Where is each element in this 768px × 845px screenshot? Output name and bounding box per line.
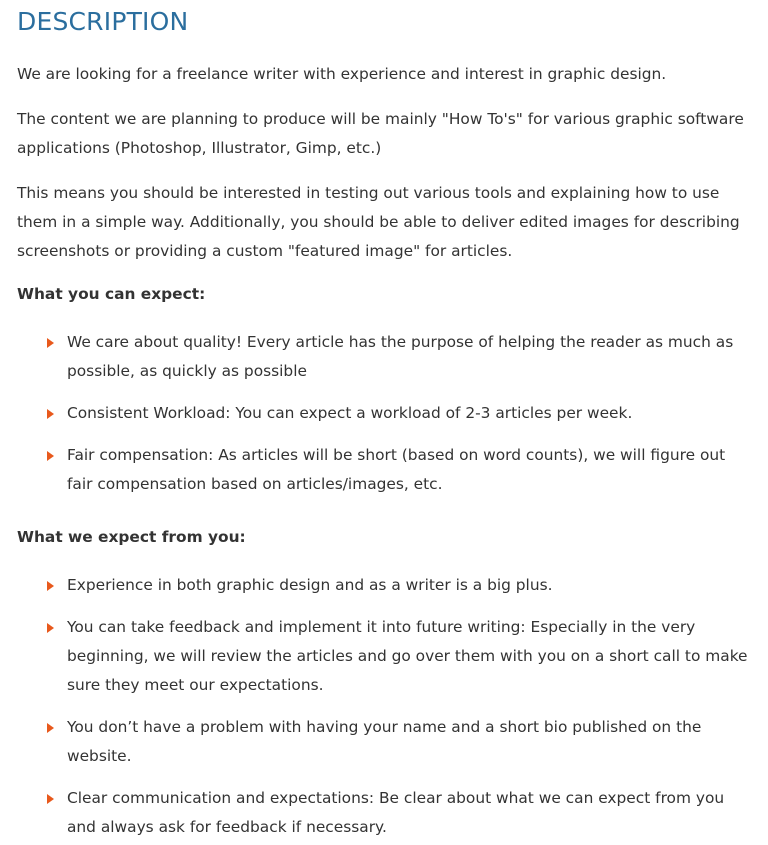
content-paragraph: The content we are planning to produce will be mainly "How To's" for various graphic software applications (Photoshop, Illustrator, Gimp, etc.) (17, 110, 744, 157)
list-item (17, 399, 754, 428)
list-item-text: Consistent Workload: You can expect a workload of 2-3 articles per week. (67, 404, 633, 422)
bullet-icon (47, 723, 54, 733)
bullet-icon (47, 623, 54, 633)
skills-paragraph: This means you should be interested in testing out various tools and explaining how to use them in a simple way. Additionally, you should be able to deliver edited images for describing screenshots or providing a custom "featured image" for articles. (17, 184, 740, 260)
list-item-text: Clear communication and expectations: Be clear about what we can expect from you and always ask for feedback if necessary. (67, 789, 725, 836)
requirements-list (17, 571, 754, 842)
list-item-text: Experience in both graphic design and as a writer is a big plus. (67, 576, 553, 594)
list-item (17, 784, 754, 842)
bullet-icon (47, 338, 54, 348)
page-title: DESCRIPTION (17, 7, 189, 36)
list-item (17, 713, 754, 771)
bullet-icon (47, 794, 54, 804)
list-item-text: You don’t have a problem with having your name and a short bio published on the website. (67, 718, 702, 765)
bullet-icon (47, 581, 54, 591)
expect-heading: What you can expect: (17, 285, 206, 303)
intro-paragraph: We are looking for a freelance writer with experience and interest in graphic design. (17, 65, 667, 83)
list-item (17, 441, 754, 499)
expect-list (17, 328, 754, 499)
bullet-icon (47, 451, 54, 461)
list-item-text: Fair compensation: As articles will be short (based on word counts), we will figure out fair compensation based on articles/images, etc. (67, 446, 726, 493)
list-item-text: You can take feedback and implement it into future writing: Especially in the very beginning, we will review the articles and go over them with you on a short call to make sure they meet our expectations. (67, 618, 748, 694)
list-item (17, 571, 754, 600)
requirements-heading: What we expect from you: (17, 528, 246, 546)
list-item-text: We care about quality! Every article has the purpose of helping the reader as much as possible, as quickly as possible (67, 333, 734, 380)
list-item (17, 328, 754, 386)
list-item (17, 613, 754, 700)
bullet-icon (47, 409, 54, 419)
